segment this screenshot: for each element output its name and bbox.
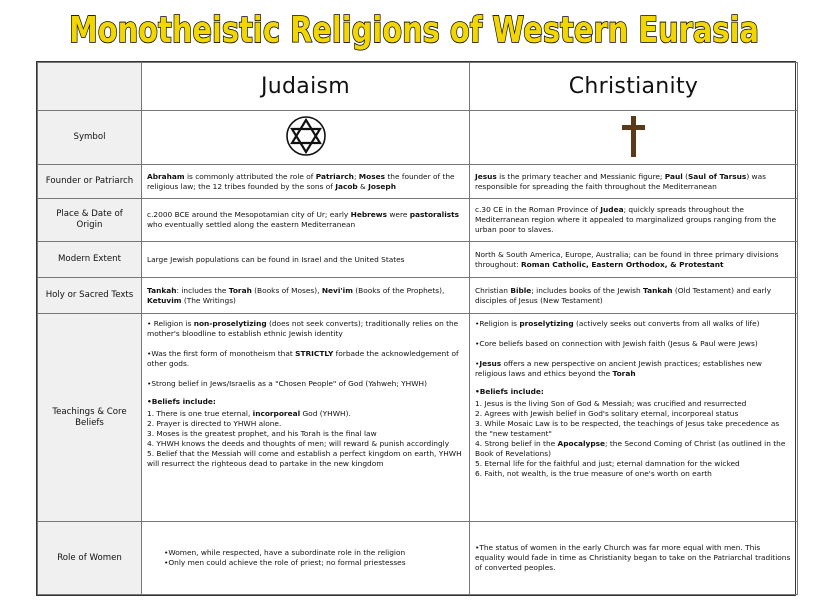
list-item: 1. Jesus is the living Son of God & Messiah; was crucified and resurrected [475,399,747,408]
list-item: •Only men could achieve the role of priest; no formal priestesses [164,558,406,567]
list-item: 2. Prayer is directed to YHWH alone. [147,419,282,428]
list-item: •Religion is proselytizing (actively seeks out converts from all walks of life) [475,319,760,328]
star-of-david-icon [284,114,328,158]
page-title [0,2,828,54]
extent-christianity: North & South America, Europe, Australia; can be found in three primary divisions throughout: Roman Catholic, Eastern Orthodox, & Protestant [470,242,798,278]
list-item: 2. Agrees with Jewish belief in God's solitary eternal, incorporeal status [475,409,739,418]
list-item: •Beliefs include: [475,387,544,396]
list-item: 5. Belief that the Messiah will come and establish a perfect kingdom on earth, YHWH will resurrect the righteous dead to partake in the new kingdom [147,449,462,468]
list-item: 3. Moses is the greatest prophet, and his Torah is the final law [147,429,377,438]
symbol-cell-judaism [142,111,470,165]
list-item: •Beliefs include: [147,397,216,406]
texts-christianity: Christian Bible; includes books of the Jewish Tankah (Old Testament) and early disciples of Jesus (New Testament) [470,278,798,314]
list-item: 6. Faith, not wealth, is the true measure of one's worth on earth [475,469,712,478]
column-header-christianity: Christianity [470,63,798,111]
list-item: 5. Eternal life for the faithful and just; eternal damnation for the wicked [475,459,740,468]
row-label-teachings: Teachings & Core Beliefs [38,314,142,522]
table-row-founder [38,165,798,199]
row-label-founder: Founder or Patriarch [38,165,142,199]
table-row-texts [38,278,798,314]
table-row-symbol [38,111,798,165]
row-label-texts: Holy or Sacred Texts [38,278,142,314]
comparison-table [36,61,796,596]
extent-judaism: Large Jewish populations can be found in Israel and the United States [142,242,470,278]
header-row [38,63,798,111]
column-header-judaism: Judaism [142,63,470,111]
page-title-text: Monotheistic Religions of Western Eurasia [69,10,759,51]
list-item: • Religion is non-proselytizing (does not seek converts); traditionally relies on the mother's bloodline to establish ethnic Jewish identity [147,319,459,338]
latin-cross-icon [619,113,649,159]
row-label-women: Role of Women [38,522,142,595]
corner-cell [38,63,142,111]
women-judaism [142,522,470,595]
list-item: 1. There is one true eternal, incorporeal God (YHWH). [147,409,351,418]
teachings-christianity [470,314,798,522]
founder-christianity: Jesus is the primary teacher and Messianic figure; Paul (Saul of Tarsus) was responsible for spreading the faith throughout the Mediterranean [470,165,798,199]
list-item: •Was the first form of monotheism that STRICTLY forbade the acknowledgement of other gods. [147,349,459,368]
origin-judaism: c.2000 BCE around the Mesopotamian city of Ur; early Hebrews were pastoralists who eventually settled along the eastern Mediterranean [142,199,470,242]
list-item: •Core beliefs based on connection with Jewish faith (Jesus & Paul were Jews) [475,339,758,348]
teachings-judaism [142,314,470,522]
list-item: •Strong belief in Jews/Israelis as a "Chosen People" of God (Yahweh; YHWH) [147,379,427,388]
table-row-teachings [38,314,798,522]
row-label-symbol: Symbol [38,111,142,165]
origin-christianity: c.30 CE in the Roman Province of Judea; quickly spreads throughout the Mediterranean region where it appealed to marginalized groups ranging from the urban poor to slaves. [470,199,798,242]
table-row-extent [38,242,798,278]
table-row-women [38,522,798,595]
list-item: 4. YHWH knows the deeds and thoughts of men; will reward & punish accordingly [147,439,450,448]
list-item: 4. Strong belief in the Apocalypse; the Second Coming of Christ (as outlined in the Book of Revelations) [475,439,786,458]
row-label-extent: Modern Extent [38,242,142,278]
list-item: 3. While Mosaic Law is to be respected, the teachings of Jesus take precedence as the "new testament" [475,419,780,438]
table-row-origin [38,199,798,242]
founder-judaism: Abraham is commonly attributed the role of Patriarch; Moses the founder of the religious law; the 12 tribes founded by the sons of Jacob & Joseph [142,165,470,199]
women-christianity: •The status of women in the early Church was far more equal with men. This equality would fade in time as Christianity began to take on the Patriarchal traditions of converted peoples. [470,522,798,595]
row-label-origin: Place & Date of Origin [38,199,142,242]
texts-judaism: Tankah: includes the Torah (Books of Moses), Nevi'im (Books of the Prophets), Ketuvim (The Writings) [142,278,470,314]
list-item: •Women, while respected, have a subordinate role in the religion [164,548,406,557]
list-item: •Jesus offers a new perspective on ancient Jewish practices; establishes new religious laws and ethics beyond the Torah [475,359,762,378]
symbol-cell-christianity [470,111,798,165]
